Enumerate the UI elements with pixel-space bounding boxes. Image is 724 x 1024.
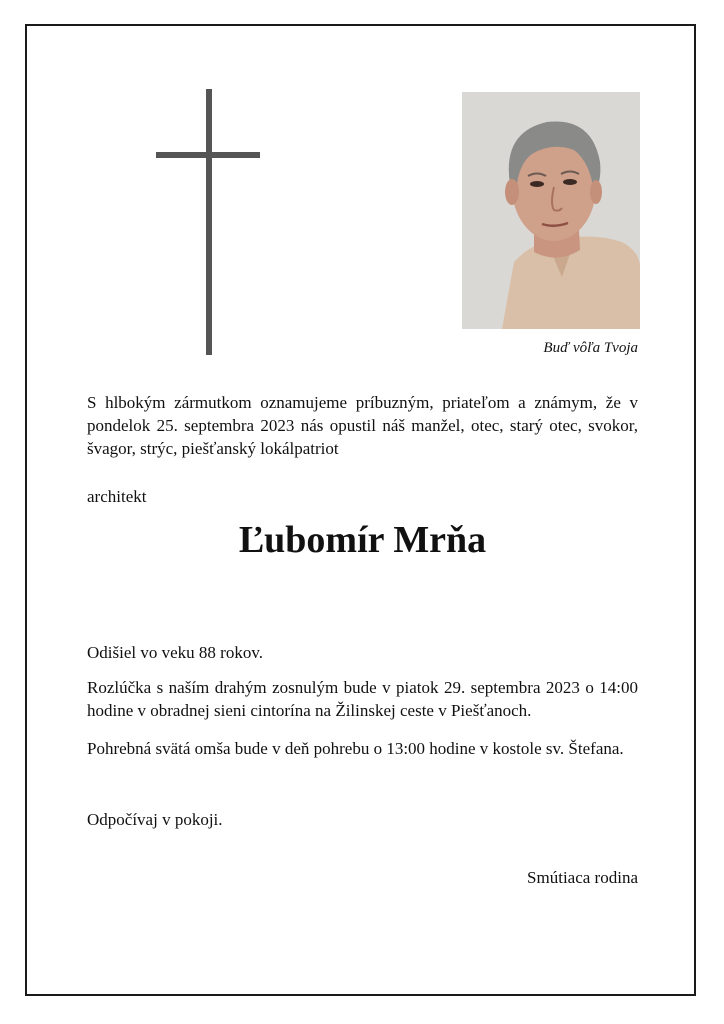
signature: Smútiaca rodina	[527, 868, 638, 887]
cross-icon-bar	[156, 152, 260, 158]
motto-text: Buď vôľa Tvoja	[543, 340, 638, 356]
cross-icon	[206, 89, 212, 355]
portrait-photo	[462, 92, 640, 329]
farewell-paragraph: Rozlúčka s naším drahým zosnulým bude v piatok 29. septembra 2023 o 14:00 hodine v obradnej sieni cintorína na Žilinskej ceste v Piešťanoch.	[87, 678, 638, 720]
intro-paragraph: S hlbokým zármutkom oznamujeme príbuzným, priateľom a známym, že v pondelok 25. septembra 2023 nás opustil náš manžel, otec, starý otec, svokor, švagor, strýc, piešťanský lokálpatriot	[87, 393, 638, 458]
deceased-name: Ľubomír Mrňa	[238, 519, 487, 561]
mass-paragraph: Pohrebná svätá omša bude v deň pohrebu o 13:00 hodine v kostole sv. Štefana.	[87, 739, 624, 758]
age-paragraph: Odišiel vo veku 88 rokov.	[87, 643, 263, 662]
profession-text: architekt	[87, 487, 147, 506]
rest-paragraph: Odpočívaj v pokoji.	[87, 810, 223, 829]
